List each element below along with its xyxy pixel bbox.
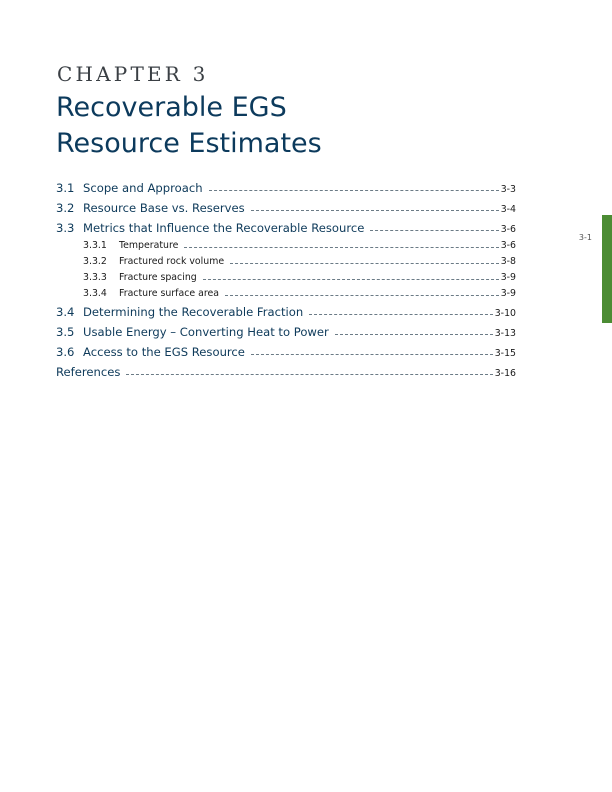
- toc-leader: [309, 313, 493, 315]
- toc-entry-3-1[interactable]: [56, 178, 516, 198]
- table-of-contents: [56, 178, 516, 382]
- toc-entry-label: Determining the Recoverable Fraction: [83, 305, 304, 319]
- toc-entry-3-3-4[interactable]: [56, 286, 516, 302]
- toc-leader: [370, 229, 498, 231]
- toc-entry-label: Resource Base vs. Reserves: [83, 201, 245, 215]
- toc-leader: [126, 373, 492, 375]
- toc-entry-label: References: [56, 365, 121, 379]
- toc-entry-label: Usable Energy – Converting Heat to Power: [83, 325, 329, 339]
- toc-entry-number: 3.3: [56, 221, 75, 235]
- toc-leader: [225, 294, 499, 296]
- toc-entry-label: Metrics that Influence the Recoverable Resource: [83, 221, 365, 235]
- chapter-title-line-2: Resource Estimates: [56, 128, 322, 159]
- toc-leader: [335, 333, 493, 335]
- toc-entry-number: 3.3.1: [83, 240, 107, 251]
- toc-entry-page: 3-9: [500, 288, 516, 299]
- toc-leader: [251, 353, 493, 355]
- toc-entry-number: 3.6: [56, 345, 75, 359]
- toc-entry-label: Fracture spacing: [119, 272, 197, 283]
- toc-leader: [203, 278, 499, 280]
- toc-entry-3-2[interactable]: [56, 198, 516, 218]
- page-number: 3-1: [578, 233, 592, 242]
- toc-entry-page: 3-3: [500, 184, 516, 195]
- chapter-side-tab: [602, 215, 612, 323]
- toc-entry-3-3-2[interactable]: [56, 254, 516, 270]
- toc-entry-number: 3.3.4: [83, 288, 107, 299]
- toc-entry-page: 3-9: [500, 272, 516, 283]
- toc-entry-page: 3-6: [500, 240, 516, 251]
- toc-entry-label: Fracture surface area: [119, 288, 220, 299]
- toc-entry-page: 3-8: [500, 256, 516, 267]
- toc-entry-number: 3.2: [56, 201, 75, 215]
- toc-entry-page: 3-13: [494, 328, 516, 339]
- toc-entry-page: 3-4: [500, 204, 516, 215]
- toc-entry-label: Fractured rock volume: [119, 256, 225, 267]
- toc-entry-page: 3-10: [494, 308, 516, 319]
- toc-entry-page: 3-16: [494, 368, 516, 379]
- toc-entry-3-3[interactable]: [56, 218, 516, 238]
- toc-entry-number: 3.4: [56, 305, 75, 319]
- toc-leader: [209, 189, 499, 191]
- toc-entry-page: 3-15: [494, 348, 516, 359]
- toc-entry-3-5[interactable]: [56, 322, 516, 342]
- toc-entry-3-3-3[interactable]: [56, 270, 516, 286]
- toc-leader: [230, 262, 499, 264]
- toc-entry-number: 3.3.3: [83, 272, 107, 283]
- toc-leader: [184, 246, 498, 248]
- toc-entry-number: 3.3.2: [83, 256, 107, 267]
- toc-entry-page: 3-6: [500, 224, 516, 235]
- toc-entry-3-6[interactable]: [56, 342, 516, 362]
- toc-entry-number: 3.5: [56, 325, 75, 339]
- toc-entry-references[interactable]: [56, 362, 516, 382]
- toc-entry-label: Access to the EGS Resource: [83, 345, 245, 359]
- chapter-title: [56, 90, 476, 162]
- toc-entry-label: Scope and Approach: [83, 181, 203, 195]
- toc-entry-label: Temperature: [119, 240, 179, 251]
- toc-entry-3-3-1[interactable]: [56, 238, 516, 254]
- toc-leader: [251, 209, 499, 211]
- toc-entry-number: 3.1: [56, 181, 75, 195]
- chapter-label: CHAPTER 3: [57, 62, 209, 86]
- chapter-title-line-1: Recoverable EGS: [56, 92, 287, 123]
- toc-entry-3-4[interactable]: [56, 302, 516, 322]
